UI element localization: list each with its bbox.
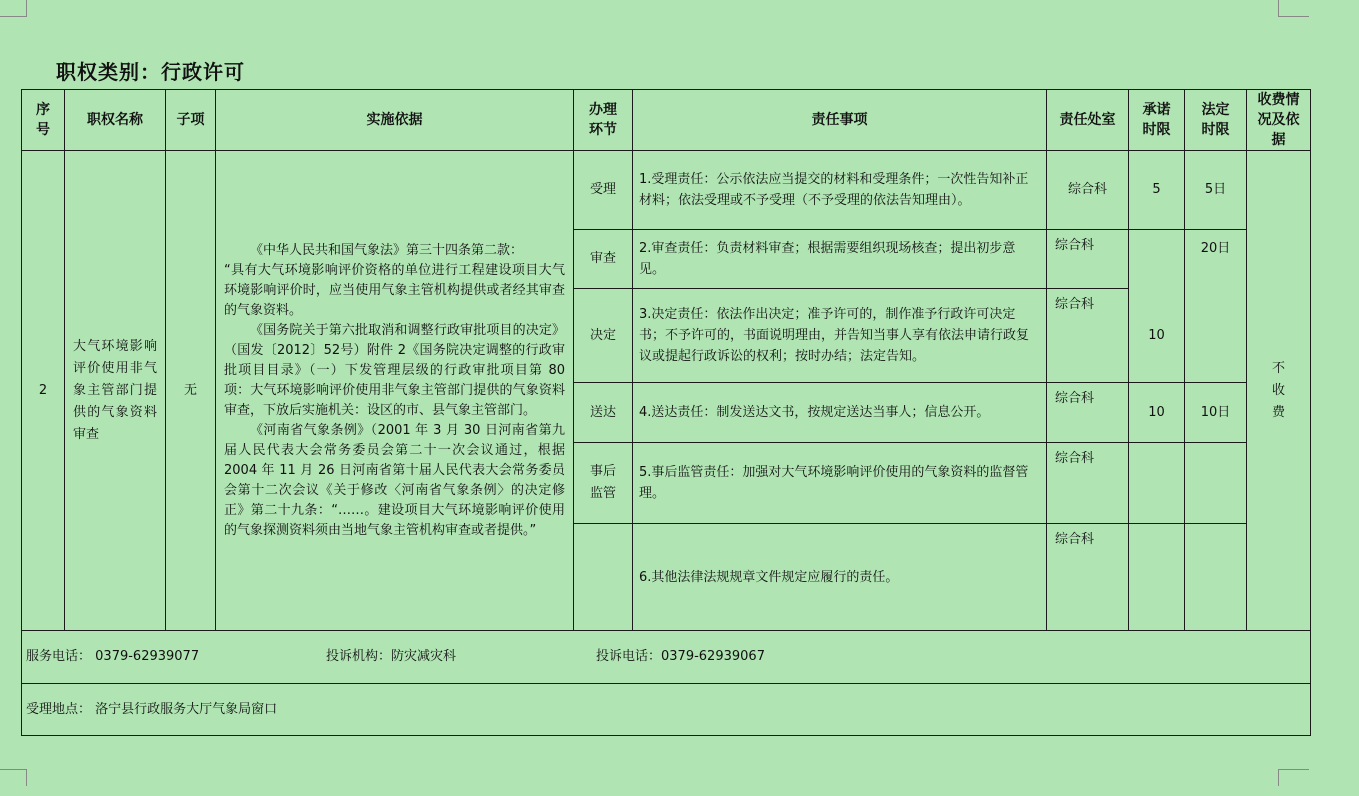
col-header-duty: 责任事项 bbox=[633, 90, 1047, 151]
promise-limit-cell bbox=[1129, 443, 1185, 524]
dept-cell: 综合科 bbox=[1047, 151, 1129, 230]
page-corner-mark bbox=[1278, 769, 1309, 786]
stage-cell: 审查 bbox=[574, 230, 633, 289]
dept-cell: 综合科 bbox=[1047, 443, 1129, 524]
page-title: 职权类别：行政许可 bbox=[56, 60, 245, 84]
promise-limit-cell: 10 bbox=[1129, 383, 1185, 443]
legal-limit-cell bbox=[1185, 230, 1247, 383]
row-subitem: 无 bbox=[166, 151, 216, 631]
complaint-phone-label: 投诉电话： bbox=[596, 649, 662, 664]
legal-limit-cell bbox=[1185, 524, 1247, 631]
col-header-stage: 办理环节 bbox=[574, 90, 633, 151]
duty-cell: 1.受理责任：公示依法应当提交的材料和受理条件；一次性告知补正材料；依法受理或不予受理（不予受理的依法告知理由）。 bbox=[633, 151, 1047, 230]
col-header-sub: 子项 bbox=[166, 90, 216, 151]
complaint-org-label: 投诉机构： bbox=[326, 649, 392, 664]
complaint-phone bbox=[596, 647, 765, 667]
complaint-org bbox=[326, 647, 596, 667]
table-row bbox=[22, 151, 1311, 230]
dept-cell: 综合科 bbox=[1047, 524, 1129, 631]
page-corner-mark bbox=[0, 0, 27, 17]
promise-limit-cell bbox=[1129, 524, 1185, 631]
legal-limit-cell: 10日 bbox=[1185, 383, 1247, 443]
dept-cell: 综合科 bbox=[1047, 383, 1129, 443]
col-header-basis: 实施依据 bbox=[216, 90, 574, 151]
stage-cell bbox=[574, 524, 633, 631]
location-label: 受理地点： bbox=[26, 701, 92, 717]
col-header-seq: 序号 bbox=[22, 90, 65, 151]
location-value: 洛宁县行政服务大厅气象局窗口 bbox=[95, 701, 278, 717]
service-phone-value: 0379-62939077 bbox=[95, 649, 200, 664]
table-header-row bbox=[22, 90, 1311, 151]
stage-cell: 送达 bbox=[574, 383, 633, 443]
dept-cell: 综合科 bbox=[1047, 289, 1129, 383]
stage-text: 事后监管 bbox=[589, 464, 616, 501]
legal-limit-cell bbox=[1185, 443, 1247, 524]
complaint-phone-value: 0379-62939067 bbox=[661, 649, 765, 664]
col-header-promise: 承诺时限 bbox=[1129, 90, 1185, 151]
row-basis bbox=[216, 151, 574, 631]
duty-cell: 4.送达责任：制发送达文书，按规定送达当事人；信息公开。 bbox=[633, 383, 1047, 443]
basis-para: 《国务院关于第六批取消和调整行政审批项目的决定》（国发〔2012〕52号）附件 2《国务院决定调整的行政审批项目目录》（一）下发管理层级的行政审批项目第 80 项：大气环境影响评价使用非气象主管部门提供的气象资料审查，下放后实施机关：设区的市、县气象主管部门。 bbox=[224, 322, 565, 418]
promise-limit-cell: 5 bbox=[1129, 151, 1185, 230]
service-phone-label: 服务电话： bbox=[26, 649, 92, 664]
stage-cell bbox=[574, 443, 633, 524]
power-list-table bbox=[21, 89, 1311, 736]
duty-cell: 2.审查责任：负责材料审查；根据需要组织现场核查；提出初步意见。 bbox=[633, 230, 1047, 289]
col-header-fee: 收费情况及依据 bbox=[1247, 90, 1311, 151]
duty-cell: 6.其他法律法规规章文件规定应履行的责任。 bbox=[633, 524, 1047, 631]
duty-cell: 5.事后监管责任：加强对大气环境影响评价使用的气象资料的监督管理。 bbox=[633, 443, 1047, 524]
promise-value: 10 bbox=[1148, 328, 1165, 343]
col-header-legal: 法定时限 bbox=[1185, 90, 1247, 151]
legal-limit-cell: 5日 bbox=[1185, 151, 1247, 230]
fee-text: 不收费 bbox=[1271, 360, 1285, 420]
page-corner-mark bbox=[0, 769, 27, 786]
service-phone bbox=[26, 647, 326, 667]
stage-cell: 决定 bbox=[574, 289, 633, 383]
footer-location-row bbox=[22, 684, 1311, 736]
dept-cell: 综合科 bbox=[1047, 230, 1129, 289]
page-corner-mark bbox=[1278, 0, 1309, 17]
complaint-org-value: 防灾减灾科 bbox=[391, 649, 457, 664]
footer-location-cell bbox=[22, 684, 1311, 736]
row-seq: 2 bbox=[22, 151, 65, 631]
duty-cell: 3.决定责任：依法作出决定；准予许可的，制作准予行政许可决定书；不予许可的，书面说明理由，并告知当事人享有依法申请行政复议或提起行政诉讼的权利；按时办结；法定告知。 bbox=[633, 289, 1047, 383]
basis-para: “具有大气环境影响评价资格的单位进行工程建设项目大气环境影响评价时，应当使用气象主管机构提供或者经其审查的气象资料。 bbox=[224, 262, 565, 318]
legal-value: 20日 bbox=[1200, 241, 1231, 256]
col-header-name: 职权名称 bbox=[65, 90, 166, 151]
stage-cell: 受理 bbox=[574, 151, 633, 230]
footer-contact-cell bbox=[22, 631, 1311, 684]
basis-para: 《河南省气象条例》（2001 年 3 月 30 日河南省第九届人民代表大会常务委员会第二十一次会议通过，根据 2004 年 11 月 26 日河南省第十届人民代表大会常务委员会第十二次会议《关于修改〈河南省气象条例〉的决定修正》第二十九条：“……。建设项目大气环境影响评价使用的气象探测资料须由当地气象主管机构审查或者提供。” bbox=[224, 422, 565, 538]
promise-limit-cell bbox=[1129, 230, 1185, 383]
col-header-dept: 责任处室 bbox=[1047, 90, 1129, 151]
basis-para: 《中华人民共和国气象法》第三十四条第二款： bbox=[250, 242, 524, 258]
row-power-name: 大气环境影响评价使用非气象主管部门提供的气象资料审查 bbox=[65, 151, 166, 631]
footer-contact-row bbox=[22, 631, 1311, 684]
row-fee bbox=[1247, 151, 1311, 631]
